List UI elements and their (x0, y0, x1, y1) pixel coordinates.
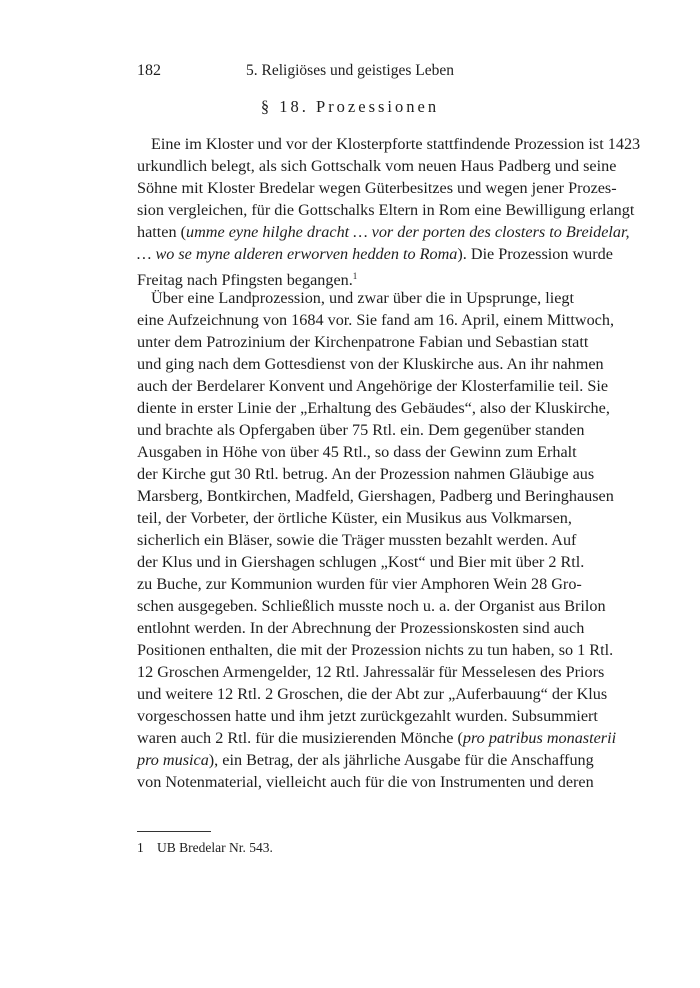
text-segment: Eine im Kloster und vor der Klosterpforte stattfindende Prozession ist 1423 (151, 135, 641, 153)
text-line (137, 199, 635, 221)
text-segment: und weitere 12 Rtl. 2 Groschen, die der Abt zur „Auferbauung“ der Klus (137, 685, 608, 703)
text-segment: Über eine Landprozession, und zwar über die in Upsprunge, liegt (151, 289, 574, 307)
section-title: § 18. Prozessionen (260, 97, 440, 116)
text-segment: sion vergleichen, für die Gottschalks Eltern in Rom eine Bewilligung erlangt (137, 201, 635, 219)
text-line (137, 177, 617, 199)
text-line (137, 749, 594, 771)
text-segment: Ausgaben in Höhe von über 45 Rtl., so dass der Gewinn zum Erhalt (137, 443, 577, 461)
text-segment: entlohnt werden. In der Abrechnung der Prozessionskosten sind auch (137, 619, 585, 637)
text-segment: Marsberg, Bontkirchen, Madfeld, Giershagen, Padberg und Beringhausen (137, 487, 614, 505)
text-segment: schen ausgegeben. Schließlich musste noch u. a. der Organist aus Brilon (137, 597, 606, 615)
text-segment: und brachte als Opfergaben über 75 Rtl. ein. Dem gegenüber standen (137, 421, 585, 439)
text-segment: diente in erster Linie der „Erhaltung des Gebäudes“, also der Kluskirche, (137, 399, 610, 417)
text-segment: auch der Berdelarer Konvent und Angehörige der Klosterfamilie teil. Sie (137, 377, 609, 395)
footnote-text: UB Bredelar Nr. 543. (157, 840, 273, 855)
text-segment: teil, der Vorbeter, der örtliche Küster, ein Musikus aus Volkmarsen, (137, 509, 572, 527)
italic-quote: pro patribus monasterii (462, 729, 617, 747)
text-segment: waren auch 2 Rtl. für die musizierenden Mönche ( (137, 729, 463, 747)
text-line (137, 309, 614, 331)
text-line (137, 573, 582, 595)
italic-quote: … wo se myne alderen erworven hedden to Roma (137, 245, 458, 263)
text-line (137, 419, 585, 441)
text-line (137, 617, 585, 639)
text-line (137, 507, 572, 529)
text-line (137, 155, 617, 177)
text-line (137, 727, 617, 749)
text-segment: urkundlich belegt, als sich Gottschalk vom neuen Haus Padberg und seine (137, 157, 617, 175)
text-line (137, 265, 563, 287)
text-line (137, 221, 630, 243)
text-segment: der Kirche gut 30 Rtl. betrug. An der Prozession nahmen Gläubige aus (137, 465, 595, 483)
footnote-ref: 1 (352, 271, 358, 281)
text-line (137, 243, 613, 265)
footnote-rule (137, 831, 211, 832)
text-segment: der Klus und in Giershagen schlugen „Kost“ und Bier mit über 2 Rtl. (137, 553, 585, 571)
text-segment: eine Aufzeichnung von 1684 vor. Sie fand am 16. April, einem Mittwoch, (137, 311, 614, 329)
text-segment: zu Buche, zur Kommunion wurden für vier Amphoren Wein 28 Gro- (137, 575, 582, 593)
italic-quote: pro musica (137, 751, 209, 769)
text-line (137, 661, 605, 683)
text-segment: 12 Groschen Armengelder, 12 Rtl. Jahressalär für Messelesen des Priors (137, 663, 605, 681)
text-line (151, 287, 574, 309)
text-line (137, 595, 606, 617)
text-segment: Positionen enthalten, die mit der Prozession nichts zu tun haben, so 1 Rtl. (137, 641, 614, 659)
page-number: 182 (137, 62, 161, 79)
text-line (137, 485, 614, 507)
text-line (137, 441, 577, 463)
footnote (137, 840, 273, 856)
text-line (137, 639, 614, 661)
italic-quote: umme eyne hilghe dracht … vor der porten des closters to Breidelar, (186, 223, 630, 241)
text-line (137, 397, 610, 419)
text-line (137, 375, 609, 397)
text-line (137, 683, 608, 705)
running-head: 5. Religiöses und geistiges Leben (246, 62, 454, 79)
footnote-number: 1 (137, 840, 144, 855)
text-line (137, 551, 585, 573)
text-segment: unter dem Patrozinium der Kirchenpatrone Fabian und Sebastian statt (137, 333, 589, 351)
text-line (137, 771, 594, 793)
text-line (137, 463, 595, 485)
text-line (137, 331, 589, 353)
text-segment: vorgeschossen hatte und ihm jetzt zurückgezahlt wurden. Subsummiert (137, 707, 598, 725)
text-segment: von Notenmaterial, vielleicht auch für die von Instrumenten und deren (137, 773, 594, 791)
text-segment: Söhne mit Kloster Bredelar wegen Güterbesitzes und wegen jener Prozes- (137, 179, 617, 197)
text-segment: ), ein Betrag, der als jährliche Ausgabe für die Anschaffung (208, 751, 594, 769)
text-line (137, 705, 598, 727)
text-segment: sicherlich ein Bläser, sowie die Träger mussten bezahlt werden. Auf (137, 531, 577, 549)
text-segment: ). Die Prozession wurde (457, 245, 613, 263)
text-segment: hatten ( (137, 223, 186, 241)
text-segment: und ging nach dem Gottesdienst von der Kluskirche aus. An ihr nahmen (137, 355, 604, 373)
text-line (151, 133, 641, 155)
text-segment: Freitag nach Pfingsten begangen. (137, 271, 353, 289)
text-line (137, 353, 604, 375)
text-line (137, 529, 577, 551)
